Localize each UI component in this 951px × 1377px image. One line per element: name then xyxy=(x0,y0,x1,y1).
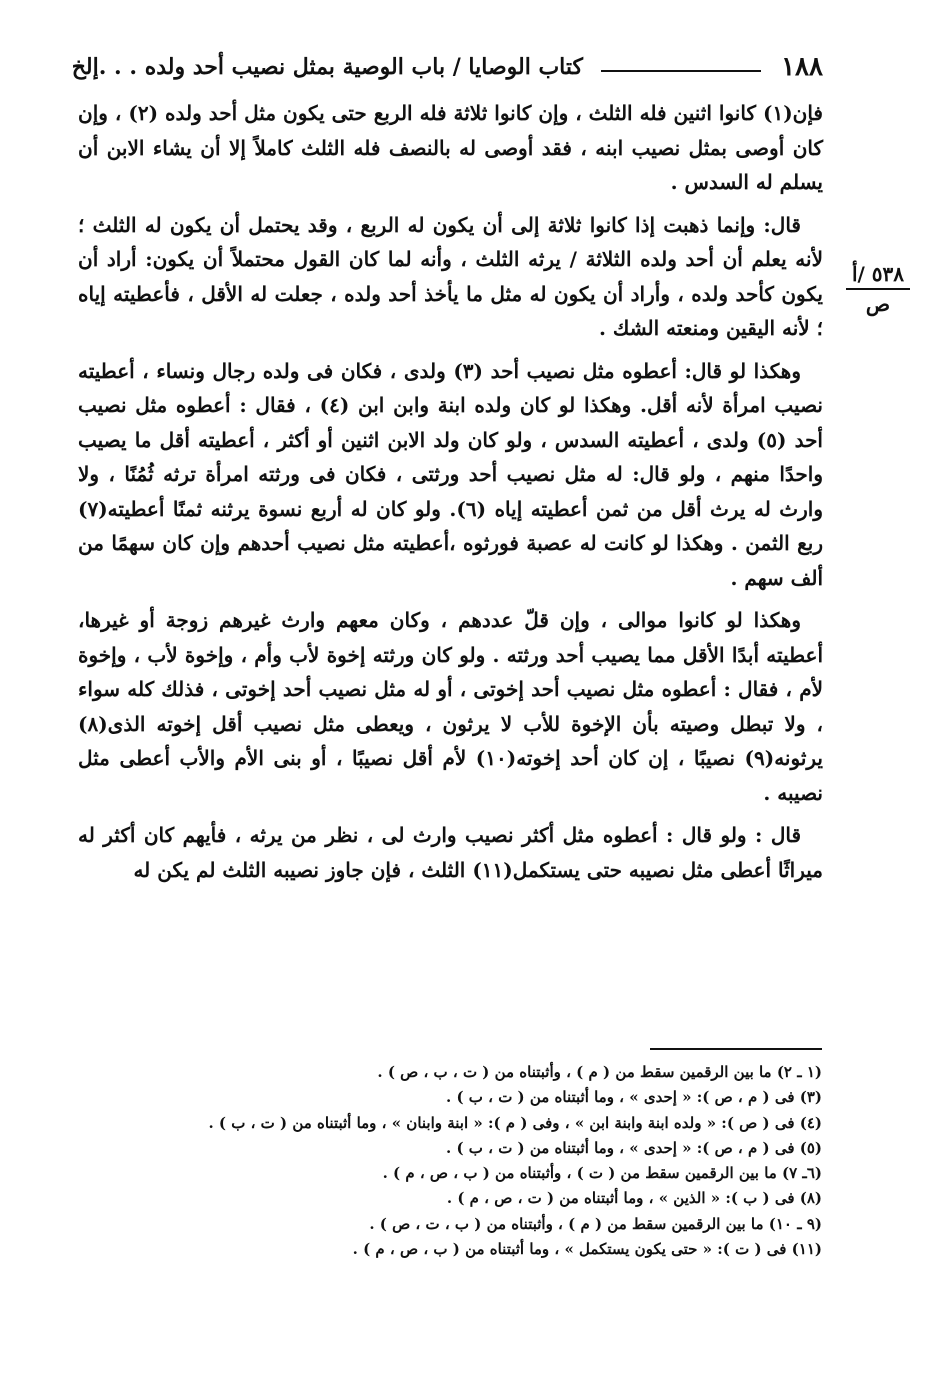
footnote: (٥) فى ( م ، ص ): « إحدى » ، وما أثبتناه من ( ت ، ب ) . xyxy=(446,1138,822,1157)
paragraph-label: قال: xyxy=(763,212,801,237)
margin-folio-number: ٥٣٨ /أ xyxy=(846,262,910,290)
main-text xyxy=(78,96,823,895)
paragraph-text: ولو قال : أعطوه مثل أكثر نصيب وارث لى ، نظر من يرثه ، فأيهم كان أكثر له ميراثًا أعطى مثل نصيبه حتى يستكمل(١١) الثلث ، فإن جاوز نصيبه الثلث لم يكن له xyxy=(78,823,823,882)
paragraph-5 xyxy=(78,818,823,887)
paragraph-text: وإنما ذهبت إذا كانوا ثلاثة إلى أن يكون له الربع ، وقد يحتمل أن يكون له الثلث ؛ لأنه يعلم أن أحد ولده الثلاثة / يرثه الثلث ، وأنه لما كان القول محتملاً أن يكون: أراد أن يكون كأحد ولده ، وأراد أن يكون له مثل ما يأخذ أحد ولده ، جعلت له الأقل ، فأعطيته إياه ؛ لأنه اليقين ومنعته الشك . xyxy=(78,212,823,340)
footnote: (٩ ـ ١٠) ما بين الرقمين سقط من ( م ) ، وأثبتناه من ( ب ، ت ، ص ) . xyxy=(369,1214,822,1233)
margin-folio-note xyxy=(846,262,910,316)
paragraph-text: فإن(١) كانوا اثنين فله الثلث ، وإن كانوا ثلاثة فله الربع حتى يكون مثل أحد ولده (٢) ، وإن كان أوصى بمثل نصيب ابنه ، فقد أوصى له بالنصف فله الثلث كاملاً إلا أن يشاء الابن أن يسلم له السدس . xyxy=(78,101,823,194)
footnote: (١١) فى ( ت ): « حتى يكون يستكمل » ، وما أثبتناه من ( ب ، ص ، م ) . xyxy=(352,1240,822,1259)
footnote: (٣) فى ( م ، ص ): « إحدى » ، وما أثبتناه من ( ت ، ب ) . xyxy=(446,1088,822,1107)
footnote-rule xyxy=(650,1048,822,1050)
footnote: (١ ـ ٢) ما بين الرقمين سقط من ( م ) ، وأثبتناه من ( ت ، ب ، ص ) . xyxy=(377,1063,822,1081)
header-rule xyxy=(601,70,761,72)
footnote: (٨) فى ( ب ): « الذين » ، وما أثبتناه من ( ت ، ص ، م ) . xyxy=(446,1189,822,1208)
running-title: كتاب الوصايا / باب الوصية بمثل نصيب أحد ولده . . .إلخ xyxy=(71,54,583,80)
page-number: ١٨٨ xyxy=(781,52,823,82)
footnote: (٦ـ ٧) ما بين الرقمين سقط من ( ت ) ، وأثبتناه من ( ب ، ص ، م ) . xyxy=(382,1164,822,1183)
paragraph-text: وهكذا لو قال: أعطوه مثل نصيب أحد (٣) ولدى ، فكان فى ولده رجال ونساء ، أعطيته نصيب امرأة لأنه أقل. وهكذا لو كان ولده ابنة وابن ابن (٤) ، فقال : أعطوه مثل نصيب أحد (٥) ولدى ، أعطيته السدس ، ولو كان ولد الابن اثنين أو أكثر ، أعطيته أقل ما يصيب واحدًا منهم ، ولو قال: له مثل نصيب أحد ورثتى ، فكان فى ورثته امرأة ترثه ثُمُنًا ، ولا وارث له يرث أقل من ثمن أعطيته إياه (٦). ولو كان له أربع نسوة يرثنه ثمنًا أعطيته(٧) ربع الثمن . وهكذا لو كانت له عصبة فورثوه ،أعطيته مثل نصيب أحدهم وإن كان سهمًا من ألف سهم . xyxy=(78,358,823,590)
page-header xyxy=(71,52,823,92)
footnotes xyxy=(140,1060,822,1262)
footnote: (٤) فى ( ص ): « ولده ابنة وابنة ابن » ، وفى ( م ): « ابنة وابنان » ، وما أثبتناه من ( ت ، ب ) . xyxy=(208,1113,822,1132)
paragraph-4 xyxy=(78,603,823,810)
margin-folio-side: ص xyxy=(865,292,891,316)
paragraph-text: وهكذا لو كانوا موالى ، وإن قلّ عددهم ، وكان معهم وارث غيرهم زوجة أو غيرها، أعطيته أبدًا الأقل مما يصيب أحد ورثته . ولو كان ورثته إخوة لأب وأم ، وإخوة لأب ، وإخوة لأم ، فقال : أعطوه مثل نصيب أحد إخوتى ، أو له مثل نصيب أحد إخوتى ، فذلك كله سواء ، ولا تبطل وصيته بأن الإخوة للأب لا يرثون ، ويعطى مثل نصيب أقل إخوته الذى(٨) يرثونه(٩) نصيبًا ، إن كان أحد إخوته(١٠) لأم أقل نصيبًا ، أو بنى الأم والأب أعطى مثل نصيبه . xyxy=(78,608,824,805)
paragraph-2 xyxy=(78,208,823,346)
paragraph-1 xyxy=(78,96,823,200)
paragraph-3 xyxy=(78,354,823,596)
paragraph-label: قال : xyxy=(755,823,802,847)
